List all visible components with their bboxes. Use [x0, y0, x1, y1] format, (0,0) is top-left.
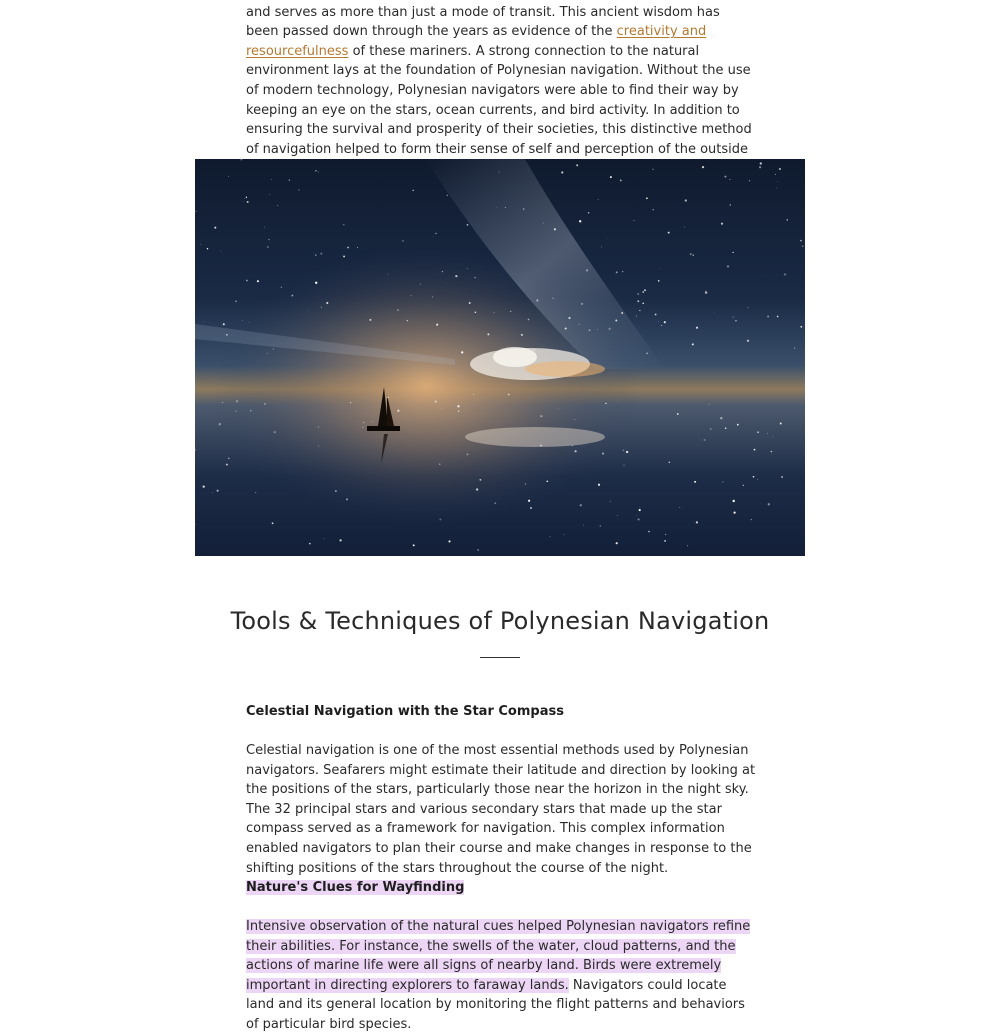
- star-dot: [388, 274, 389, 275]
- star-dot: [549, 536, 550, 537]
- star-dot: [350, 402, 351, 403]
- star-dot: [236, 400, 238, 402]
- star-dot: [753, 476, 755, 478]
- star-dot: [249, 322, 250, 323]
- star-dot: [800, 326, 802, 328]
- star-dot: [729, 179, 730, 180]
- star-dot: [743, 485, 744, 486]
- star-dot: [372, 421, 373, 422]
- star-dot: [441, 408, 442, 409]
- star-dot: [617, 402, 618, 403]
- star-dot: [204, 321, 205, 322]
- star-dot: [696, 327, 698, 329]
- star-dot: [724, 176, 726, 178]
- star-dot: [533, 349, 535, 351]
- star-dot: [638, 518, 640, 520]
- star-dot: [572, 445, 573, 446]
- star-dot: [457, 405, 459, 407]
- star-dot: [277, 205, 278, 206]
- star-dot: [435, 233, 437, 235]
- star-dot: [646, 352, 648, 354]
- nature-heading: [246, 878, 464, 898]
- star-dot: [637, 293, 639, 295]
- star-dot: [510, 311, 512, 313]
- star-dot: [768, 503, 770, 505]
- star-dot: [447, 284, 448, 285]
- star-dot: [602, 453, 604, 455]
- intro-paragraph: [246, 0, 756, 179]
- star-dot: [677, 413, 679, 415]
- star-dot: [521, 334, 523, 336]
- title-divider: [480, 657, 520, 658]
- star-dot: [281, 287, 282, 288]
- star-dot: [289, 179, 290, 180]
- star-dot: [339, 539, 341, 541]
- star-dot: [528, 319, 530, 321]
- star-dot: [616, 542, 618, 544]
- star-dot: [320, 253, 322, 255]
- star-dot: [659, 268, 660, 269]
- star-dot: [640, 507, 641, 508]
- star-dot: [610, 176, 612, 178]
- star-dot: [730, 204, 731, 205]
- star-dot: [467, 268, 468, 269]
- star-dot: [754, 449, 756, 451]
- star-dot: [642, 302, 644, 304]
- nature-heading-text: Nature's Clues for Wayfinding: [246, 880, 465, 895]
- star-dot: [494, 502, 496, 504]
- star-dot: [598, 484, 600, 486]
- star-dot: [195, 211, 196, 212]
- star-dot: [772, 436, 773, 437]
- star-dot: [271, 179, 272, 180]
- star-dot: [622, 271, 623, 272]
- star-dot: [523, 208, 525, 210]
- star-dot: [734, 512, 736, 514]
- star-dot: [267, 246, 268, 247]
- star-dot: [615, 319, 617, 321]
- star-dot: [475, 312, 477, 314]
- star-dot: [646, 197, 648, 199]
- star-dot: [343, 255, 345, 257]
- star-dot: [610, 501, 611, 502]
- star-dot: [652, 169, 653, 170]
- star-dot: [747, 307, 748, 308]
- creativity-link[interactable]: creativity and resourcefulness: [246, 24, 707, 59]
- star-dot: [601, 246, 602, 247]
- star-dot: [528, 500, 530, 502]
- star-dot: [776, 187, 777, 188]
- star-dot: [212, 492, 213, 493]
- star-dot: [794, 348, 795, 349]
- intro-text-after-link: of these mariners. A strong connection to the natural environment lays at the foundation of Polynesian navigation. Without the use of modern technology, Polynesian navigators were able to find their way by keeping an eye on the stars, ocean currents, and bird activity. In addition to ensuring the survival and prosperity of their societies, this distinctive method of navigation helped to form their sense of self and perception of the outside: [246, 43, 752, 157]
- star-dot: [735, 320, 736, 321]
- star-dot: [696, 521, 698, 523]
- star-dot: [684, 227, 685, 228]
- star-dot: [246, 197, 247, 198]
- star-dot: [496, 207, 497, 208]
- star-dot: [255, 492, 256, 493]
- star-dot: [690, 253, 692, 255]
- star-dot: [477, 549, 478, 550]
- star-dot: [637, 300, 639, 302]
- star-dot: [757, 479, 758, 480]
- star-dot: [757, 431, 759, 433]
- star-dot: [655, 314, 657, 316]
- star-dot: [781, 476, 783, 478]
- star-dot: [242, 320, 243, 321]
- star-dot: [607, 238, 608, 239]
- star-dot: [800, 240, 802, 242]
- star-dot: [264, 403, 266, 405]
- star-dot: [694, 481, 696, 483]
- star-dot: [315, 170, 316, 171]
- star-dot: [469, 302, 471, 304]
- star-dot: [214, 227, 216, 229]
- star-dot: [439, 463, 440, 464]
- star-dot: [709, 404, 710, 405]
- star-dot: [402, 240, 404, 242]
- star-dot: [779, 168, 781, 170]
- star-dot: [476, 488, 478, 490]
- star-dot: [576, 164, 578, 166]
- star-dot: [546, 480, 548, 482]
- nature-rest-text: Navigators could locate land and its general location by monitoring the flight patterns and behaviors of particular bird species.: [246, 977, 745, 1032]
- star-dot: [235, 411, 236, 412]
- star-dot: [318, 445, 319, 446]
- star-dot: [250, 410, 251, 411]
- star-dot: [308, 309, 309, 310]
- star-dot: [636, 515, 637, 516]
- star-dot: [246, 280, 248, 282]
- star-dot: [575, 450, 577, 452]
- star-dot: [369, 319, 371, 321]
- star-dot: [705, 291, 707, 293]
- star-dot: [747, 340, 749, 342]
- star-dot: [639, 310, 640, 311]
- star-dot: [217, 490, 219, 492]
- star-dot: [685, 199, 687, 201]
- star-dot: [732, 252, 733, 253]
- star-dot: [775, 174, 776, 175]
- star-dot: [558, 409, 559, 410]
- star-dot: [487, 333, 489, 335]
- star-dot: [639, 509, 641, 511]
- star-dot: [537, 299, 539, 301]
- star-dot: [693, 254, 694, 255]
- star-dot: [621, 312, 623, 314]
- star-dot: [432, 296, 433, 297]
- star-dot: [245, 198, 246, 199]
- star-dot: [687, 545, 688, 546]
- star-dot: [617, 515, 618, 516]
- star-dot: [636, 315, 637, 316]
- star-dot: [298, 189, 299, 190]
- star-dot: [479, 479, 481, 481]
- star-dot: [357, 247, 358, 248]
- star-dot: [722, 481, 723, 482]
- star-dot: [397, 410, 399, 412]
- star-dot: [442, 271, 443, 272]
- star-dot: [664, 321, 666, 323]
- star-dot: [749, 180, 750, 181]
- star-dot: [407, 320, 409, 322]
- celestial-paragraph: Celestial navigation is one of the most essential methods used by Polynesian navigators. Seafarers might estimate their latitude and direction by looking at the positions of the stars, particularly those near the horizon in the night sky. The 32 principal stars and various secondary stars that made up the star compass served as a framework for navigation. This complex information enabled navigators to plan their course and make changes in response to the shifting positions of the stars throughout the course of the night.: [246, 743, 756, 876]
- intro-text-before-link: and serves as more than just a mode of transit. This ancient wisdom has been passed down through the years as evidence of the: [246, 4, 720, 40]
- star-dot: [461, 351, 463, 353]
- star-dot: [653, 209, 654, 210]
- star-dot: [315, 282, 317, 284]
- star-dot: [241, 159, 243, 161]
- star-dot: [455, 275, 457, 277]
- star-dot: [347, 247, 349, 249]
- star-dot: [540, 415, 542, 417]
- star-dot: [318, 171, 319, 172]
- star-dot: [661, 325, 662, 326]
- star-dot: [219, 423, 221, 425]
- star-dot: [692, 343, 694, 345]
- star-dot: [257, 280, 259, 282]
- star-dot: [586, 269, 588, 271]
- star-dot: [727, 265, 729, 267]
- star-dot: [226, 464, 228, 466]
- star-dot: [581, 303, 583, 305]
- star-dot: [228, 176, 229, 177]
- star-dot: [235, 301, 236, 302]
- star-dot: [704, 439, 706, 441]
- star-dot: [598, 199, 599, 200]
- star-dot: [436, 324, 438, 326]
- star-dot: [439, 518, 441, 520]
- star-dot: [203, 485, 205, 487]
- star-dot: [802, 245, 804, 247]
- nature-highlighted-text: Intensive observation of the natural cues helped Polynesian navigators refine their abilities. For instance, the swells of the water, cloud patterns, and the actions of marine life were all signs of nearby land. Birds were extremely important in directing explorers to faraway lands.: [246, 919, 751, 993]
- star-dot: [525, 483, 526, 484]
- star-dot: [264, 227, 265, 228]
- star-dot: [195, 449, 196, 450]
- star-dot: [644, 289, 646, 291]
- star-dot: [530, 507, 532, 509]
- star-dot: [575, 419, 576, 420]
- star-dot: [597, 329, 598, 330]
- star-dot: [784, 273, 786, 275]
- star-dot: [780, 423, 782, 425]
- star-dot: [194, 524, 195, 525]
- star-dot: [715, 312, 716, 313]
- star-dot: [458, 410, 460, 412]
- star-dot: [343, 224, 344, 225]
- star-dot: [725, 427, 727, 429]
- star-dot: [767, 316, 769, 318]
- section-title: Tools & Techniques of Polynesian Navigation: [230, 607, 770, 635]
- star-dot: [565, 328, 567, 330]
- star-dot: [411, 295, 412, 296]
- star-dot: [668, 232, 670, 234]
- star-dot: [623, 449, 625, 451]
- star-dot: [420, 284, 421, 285]
- star-dot: [269, 194, 270, 195]
- star-dot: [665, 534, 666, 535]
- star-dot: [321, 307, 322, 308]
- star-dot: [642, 291, 644, 293]
- star-dot: [324, 538, 325, 539]
- star-dot: [505, 207, 506, 208]
- star-dot: [387, 396, 389, 398]
- star-dot: [291, 295, 293, 297]
- star-dot: [272, 522, 274, 524]
- star-dot: [616, 271, 618, 273]
- star-dot: [605, 403, 606, 404]
- star-dot: [413, 190, 414, 191]
- star-dot: [268, 239, 269, 240]
- star-dot: [579, 220, 581, 222]
- star-dot: [658, 280, 660, 282]
- star-dot: [467, 224, 469, 226]
- star-dot: [589, 329, 591, 331]
- star-dot: [720, 417, 722, 419]
- star-dot: [475, 277, 476, 278]
- star-dot: [669, 462, 670, 463]
- star-dot: [540, 445, 542, 447]
- star-dot: [318, 426, 319, 427]
- star-dot: [200, 244, 201, 245]
- star-dot: [561, 171, 563, 173]
- star-dot: [309, 543, 311, 545]
- star-dot: [433, 236, 434, 237]
- nature-paragraph: [246, 917, 756, 1035]
- star-dot: [733, 500, 735, 502]
- star-dot: [786, 219, 788, 221]
- star-dot: [777, 316, 779, 318]
- star-dot: [658, 321, 659, 322]
- star-dot: [679, 507, 680, 508]
- star-dot: [552, 298, 553, 299]
- star-dot: [221, 251, 222, 252]
- celestial-heading: Celestial Navigation with the Star Compass: [246, 704, 564, 719]
- star-dot: [600, 525, 602, 527]
- star-dot: [564, 534, 565, 535]
- star-dot: [335, 490, 336, 491]
- star-dot: [702, 166, 704, 168]
- star-dot: [759, 166, 761, 168]
- star-dot: [473, 394, 474, 395]
- star-dot: [608, 328, 610, 330]
- star-dot: [435, 401, 437, 403]
- star-dot: [315, 254, 316, 255]
- star-dot: [494, 312, 495, 313]
- star-dot: [467, 454, 469, 456]
- star-dot: [508, 394, 510, 396]
- star-dot: [580, 504, 582, 506]
- star-dot: [448, 540, 450, 542]
- star-dot: [273, 348, 275, 350]
- star-dot: [226, 334, 228, 336]
- star-dot: [554, 228, 556, 230]
- star-dot: [579, 324, 580, 325]
- star-dot: [634, 220, 635, 221]
- star-dot: [710, 428, 712, 430]
- night-sky-sailboat-image: [195, 159, 805, 556]
- star-dot: [244, 202, 245, 203]
- star-dot: [620, 179, 622, 181]
- star-dot: [588, 212, 590, 214]
- star-dot: [767, 433, 768, 434]
- star-dot: [397, 309, 399, 311]
- star-dot: [648, 531, 650, 533]
- star-dot: [346, 498, 348, 500]
- star-dot: [721, 223, 723, 225]
- star-dot: [447, 195, 448, 196]
- star-dot: [623, 465, 624, 466]
- star-dot: [326, 302, 328, 304]
- star-dot: [207, 248, 208, 249]
- star-dot: [543, 223, 544, 224]
- star-dot: [760, 162, 762, 164]
- star-dot: [777, 181, 778, 182]
- star-dot: [705, 290, 706, 291]
- star-dot: [228, 458, 229, 459]
- star-dot: [771, 451, 773, 453]
- star-dot: [223, 323, 225, 325]
- star-dot: [583, 525, 584, 526]
- star-dot: [247, 201, 249, 203]
- star-dot: [499, 172, 500, 173]
- star-dot: [267, 353, 268, 354]
- star-dot: [664, 540, 666, 542]
- star-dot: [737, 424, 739, 426]
- star-dot: [222, 402, 223, 403]
- star-dot: [362, 427, 363, 428]
- star-dot: [751, 519, 752, 520]
- star-dot: [568, 317, 570, 319]
- star-dot: [363, 422, 364, 423]
- star-dot: [626, 451, 628, 453]
- star-dot: [413, 544, 415, 546]
- star-dot: [733, 317, 734, 318]
- star-dot: [274, 431, 276, 433]
